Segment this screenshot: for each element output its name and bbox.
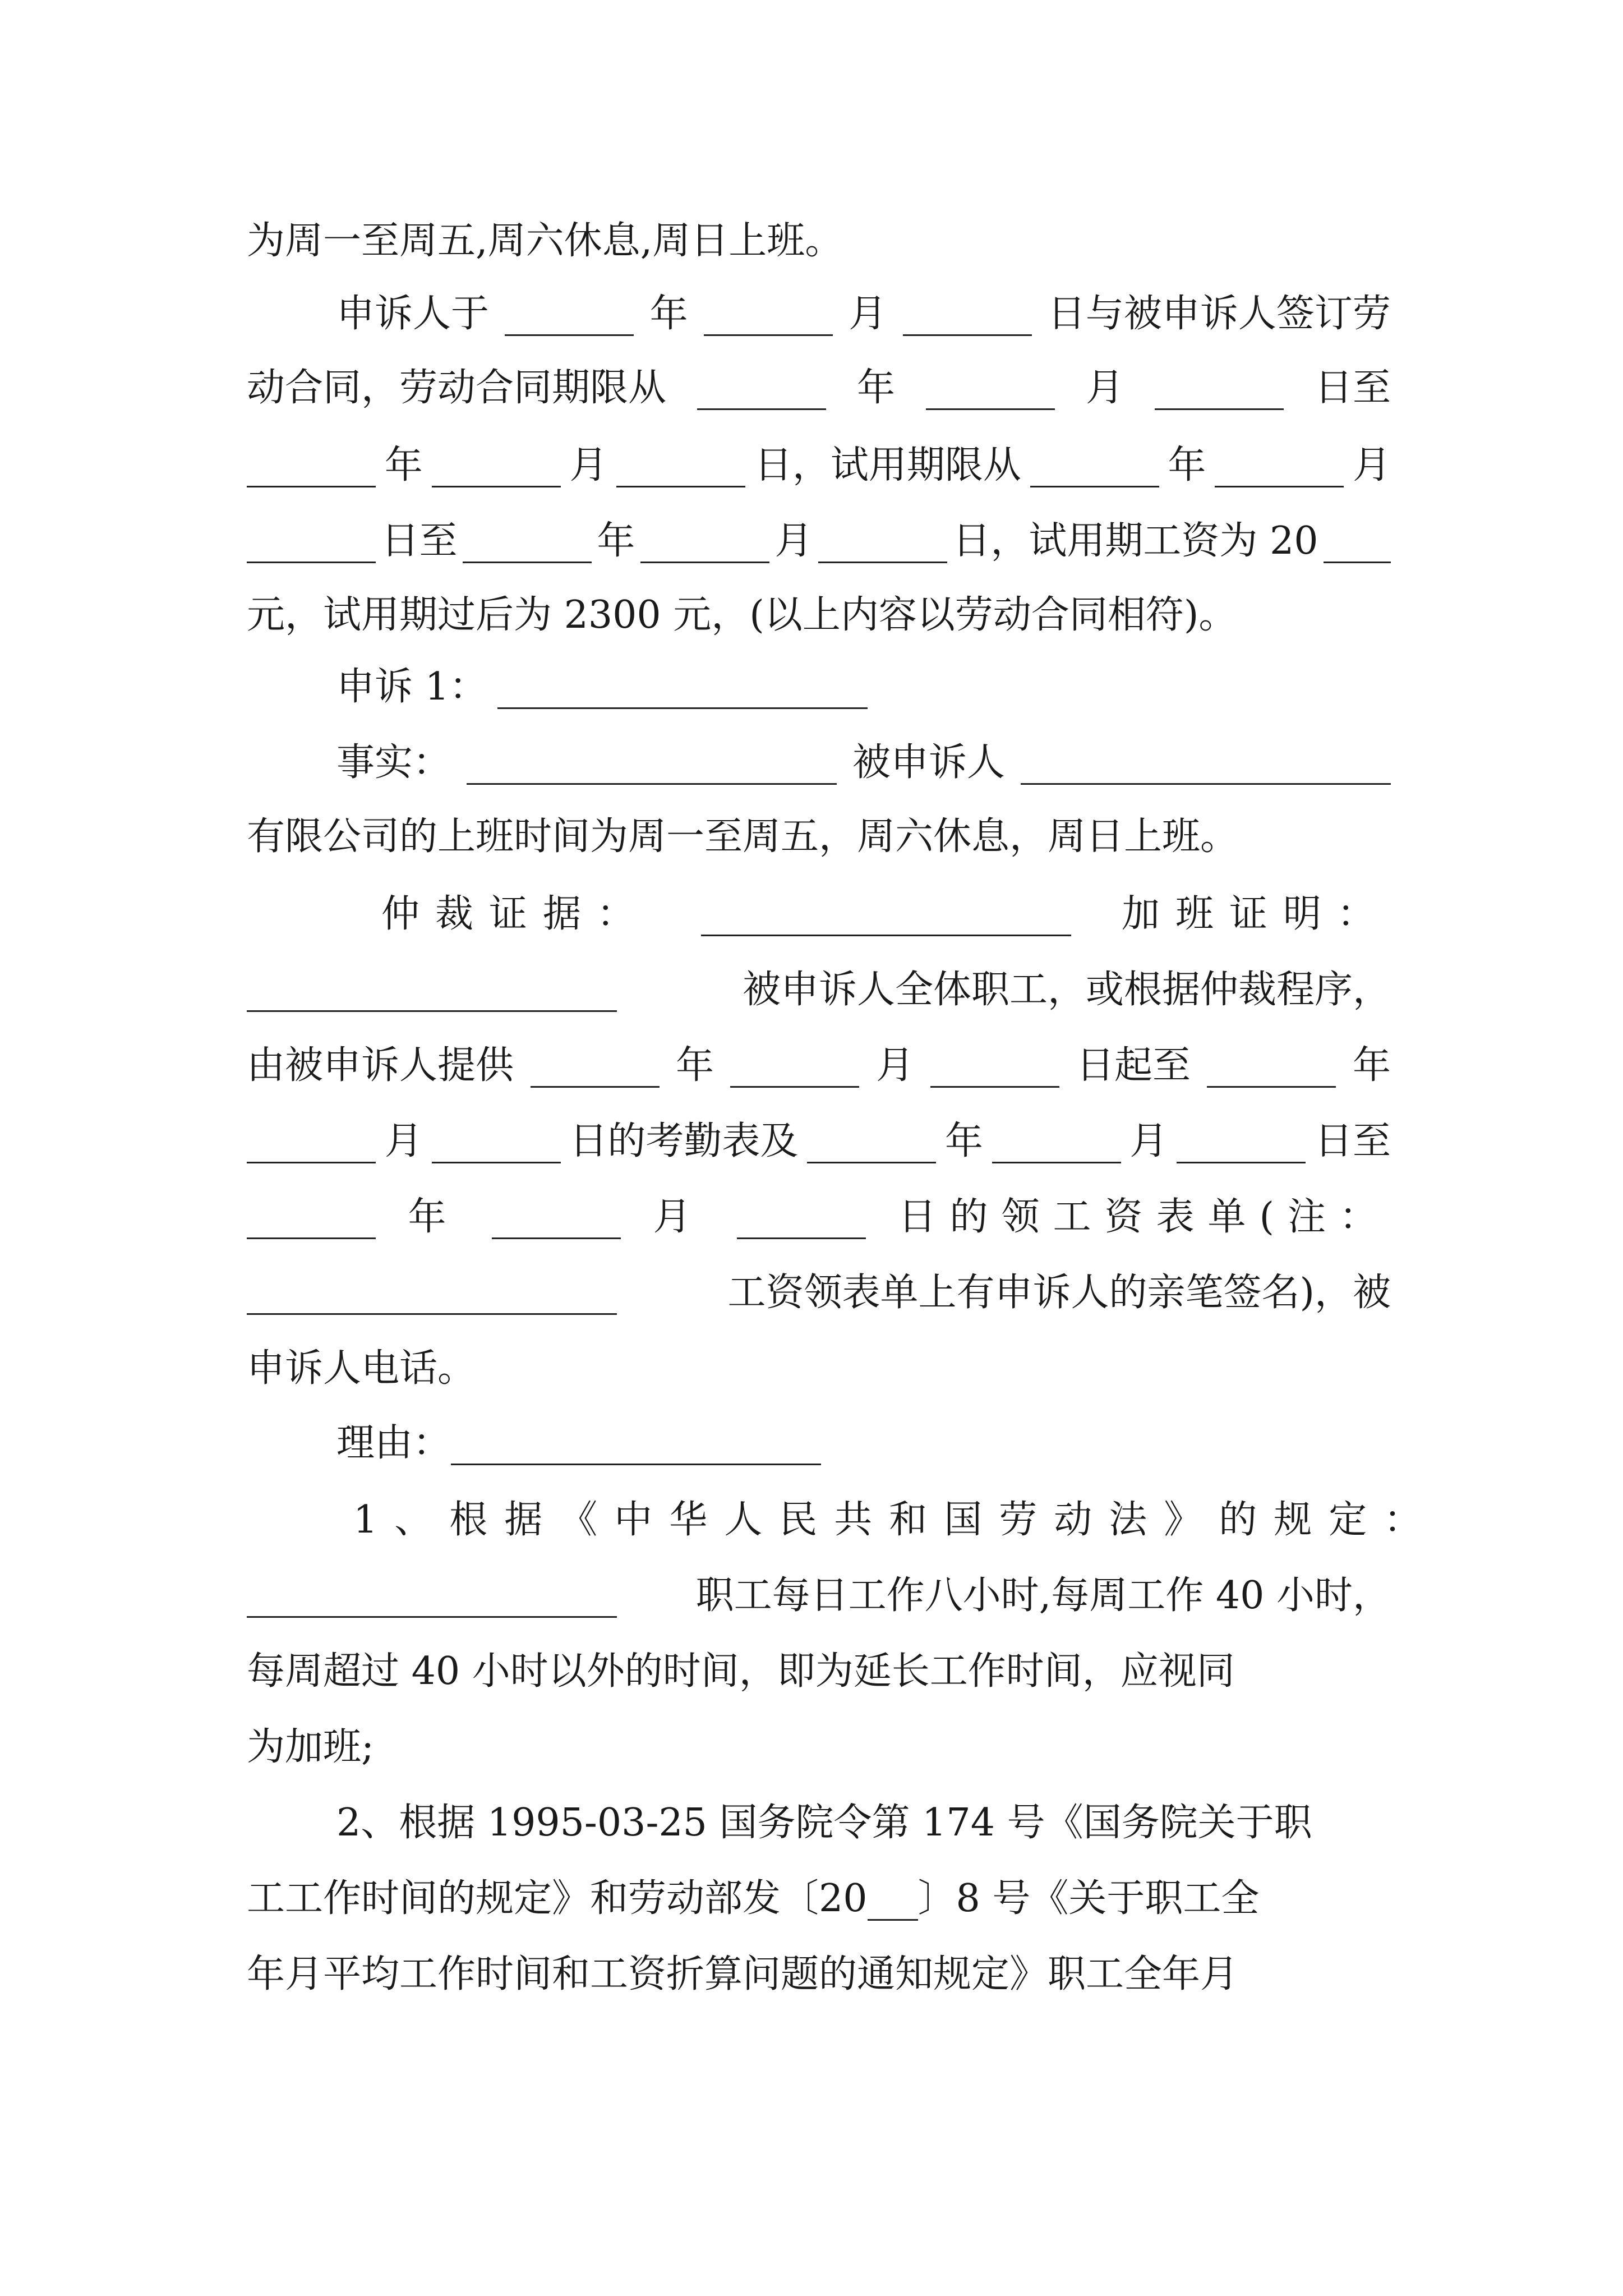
paragraph-line (336, 1789, 1391, 1857)
text: 动合同，劳动合同期限从 (247, 366, 667, 410)
fill-blank[interactable] (992, 1127, 1121, 1163)
fill-blank[interactable] (247, 1203, 376, 1239)
fill-blank[interactable] (247, 527, 376, 563)
paragraph-line (247, 1335, 1391, 1402)
fill-blank[interactable] (1177, 1127, 1306, 1163)
paragraph-line (247, 508, 1391, 575)
text: 仲裁证据： (381, 892, 651, 936)
fill-blank[interactable] (1324, 527, 1391, 563)
text: 日，试用期工资为 20 (952, 519, 1318, 563)
text: 年 (944, 1119, 983, 1163)
paragraph-line (336, 1410, 1391, 1477)
text: 日至 (1314, 1119, 1391, 1163)
paragraph-line (336, 654, 1391, 721)
text: 月 (875, 1043, 914, 1088)
text: 日的领工资表单(注： (898, 1195, 1391, 1239)
text: 元，试用期过后为 2300 元，(以上内容以劳动合同相符)。 (247, 593, 1237, 637)
fill-blank[interactable] (730, 1051, 859, 1088)
paragraph-line (247, 355, 1391, 422)
fill-blank[interactable] (807, 1127, 936, 1163)
text: 年 (408, 1195, 460, 1239)
text: 年月平均工作时间和工资折算问题的通知规定》职工全年月 (247, 1952, 1239, 1996)
paragraph-line (247, 1865, 1391, 1932)
fill-blank[interactable] (818, 527, 947, 563)
paragraph-line (247, 1638, 1391, 1705)
paragraph-line (247, 1941, 1391, 2008)
paragraph-line (247, 956, 1391, 1024)
text: 〕8 号《关于职工全 (917, 1876, 1260, 1921)
fill-blank[interactable] (903, 300, 1032, 336)
text: 月 (653, 1195, 705, 1239)
text: 日至 (381, 519, 458, 563)
text: 日与被申诉人签订劳 (1047, 292, 1391, 336)
fill-blank[interactable] (497, 673, 868, 709)
text: 日至 (1314, 366, 1391, 410)
fill-blank[interactable] (1021, 748, 1391, 785)
text: 2、根据 1995-03-25 国务院令第 174 号《国务院关于职 (336, 1801, 1312, 1845)
text: 年 (649, 292, 688, 336)
paragraph-line (247, 803, 1413, 871)
paragraph-line (336, 280, 1391, 348)
fill-blank[interactable] (531, 1051, 660, 1088)
fill-blank[interactable] (247, 1278, 617, 1315)
text: 工工作时间的规定》和劳动部发〔20 (247, 1876, 868, 1921)
text: 月 (569, 443, 608, 487)
paragraph-line (336, 729, 1391, 797)
text: 申诉人于 (336, 292, 490, 336)
paragraph-line (247, 1714, 1391, 1781)
paragraph-line (247, 1259, 1391, 1327)
text: 每周超过 40 小时以外的时间，即为延长工作时间，应视同 (247, 1649, 1235, 1694)
paragraph-line (247, 1108, 1391, 1175)
fill-blank[interactable] (247, 1127, 376, 1163)
text: 月 (1352, 443, 1391, 487)
fill-blank[interactable] (432, 1127, 561, 1163)
text: 月 (774, 519, 813, 563)
text: 月 (849, 292, 887, 336)
fill-blank[interactable] (1215, 451, 1344, 487)
text: 工资领表单上有申诉人的亲笔签名)，被 (727, 1271, 1391, 1315)
fill-blank[interactable] (930, 1051, 1059, 1088)
fill-blank[interactable] (697, 374, 826, 410)
fill-blank[interactable] (432, 451, 561, 487)
text: 年 (1168, 443, 1206, 487)
text: 月 (384, 1119, 423, 1163)
text: 被申诉人全体职工，或根据仲裁程序， (742, 968, 1391, 1012)
text: 日起至 (1076, 1043, 1191, 1088)
fill-blank[interactable] (640, 527, 769, 563)
text: 日，试用期限从 (754, 443, 1021, 487)
text: 由被申诉人提供 (247, 1043, 514, 1088)
fill-blank[interactable] (737, 1203, 866, 1239)
fill-blank[interactable] (616, 451, 745, 487)
fill-blank[interactable] (926, 374, 1055, 410)
fill-blank[interactable] (1207, 1051, 1336, 1088)
fill-blank[interactable] (463, 527, 592, 563)
fill-blank[interactable] (1030, 451, 1159, 487)
fill-blank[interactable] (868, 1884, 918, 1921)
text: 年 (856, 366, 895, 410)
text: 为加班; (247, 1725, 374, 1769)
fill-blank[interactable] (701, 900, 1071, 936)
text: 日的考勤表及 (569, 1119, 799, 1163)
paragraph-line (247, 1032, 1391, 1099)
text: 年 (597, 519, 635, 563)
text: 1、根据《中华人民共和国劳动法》的规定： (353, 1498, 1439, 1542)
text: 年 (384, 443, 423, 487)
fill-blank[interactable] (247, 451, 376, 487)
paragraph-line (247, 582, 1391, 649)
fill-blank[interactable] (704, 300, 833, 336)
fill-blank[interactable] (247, 1581, 617, 1618)
paragraph-line (247, 1184, 1391, 1251)
text: 被申诉人 (852, 740, 1005, 785)
fill-blank[interactable] (451, 1429, 821, 1465)
text: 申诉人电话。 (247, 1346, 476, 1391)
text: 加班证明： (1121, 892, 1391, 936)
fill-blank[interactable] (467, 748, 837, 785)
fill-blank[interactable] (505, 300, 634, 336)
paragraph-line (353, 1487, 1439, 1554)
text: 申诉 1： (336, 665, 487, 709)
text: 为周一至周五,周六休息,周日上班。 (247, 219, 843, 263)
fill-blank[interactable] (247, 976, 617, 1012)
text: 年 (675, 1043, 714, 1088)
fill-blank[interactable] (1155, 374, 1284, 410)
text: 有限公司的上班时间为周一至周五，周六休息，周日上班。 (247, 815, 1239, 859)
text: 事实： (336, 740, 451, 785)
paragraph-line (247, 208, 1391, 275)
text: 年 (1352, 1043, 1391, 1088)
fill-blank[interactable] (492, 1203, 621, 1239)
text: 月 (1085, 366, 1124, 410)
text: 职工每日工作八小时,每周工作 40 小时， (695, 1573, 1391, 1618)
paragraph-line (381, 881, 1391, 948)
paragraph-line (247, 1562, 1391, 1630)
paragraph-line (247, 432, 1391, 499)
text: 理由： (336, 1421, 451, 1465)
text: 月 (1129, 1119, 1168, 1163)
